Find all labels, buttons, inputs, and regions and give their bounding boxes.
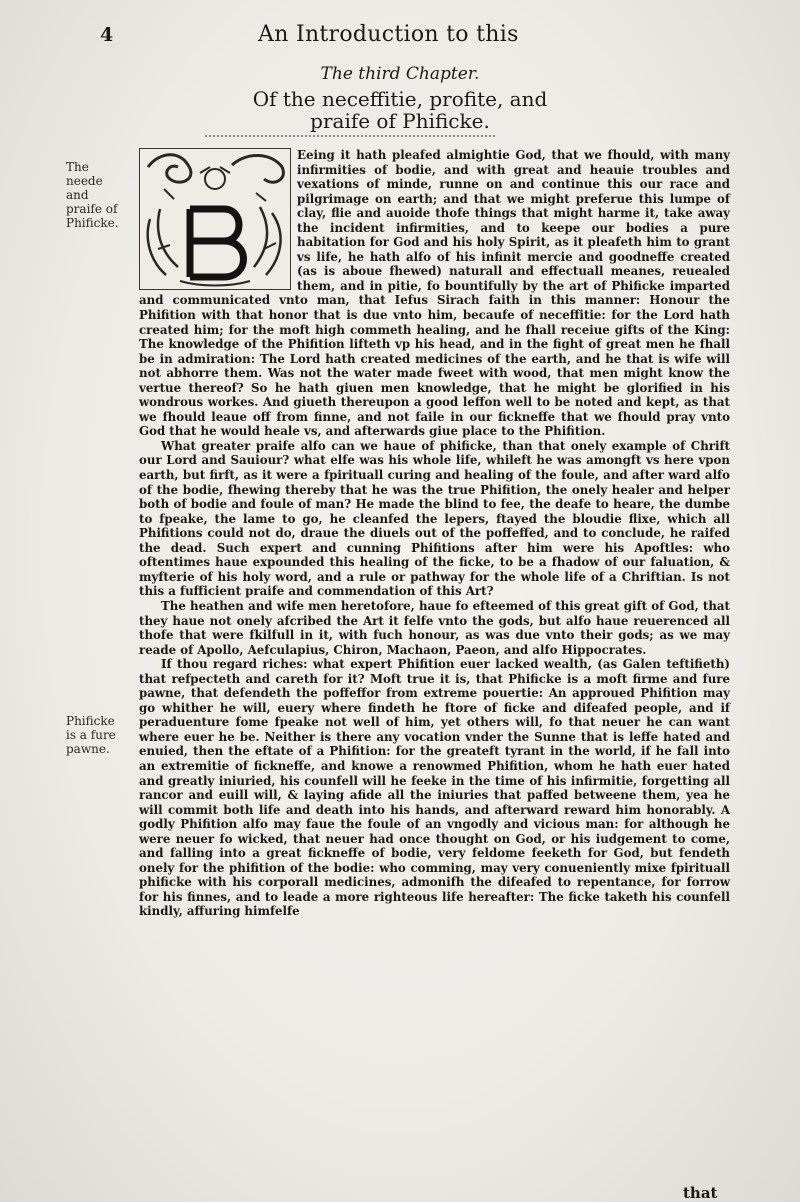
page-number: 4 (100, 24, 114, 46)
paragraph-4: If thou regard riches: what expert Phifition euer lacked wealth, (as Galen teftifieth) that refpecteth and careth for it? Moft true it is, that Phificke is a moft firme and fure pawne, that defendeth the poffeffor from extreme pouertie: An approued Phifition may go whither he will, euery where findeth he ftore of ficke and difeafed people, and if peraduenture fome fpeake not well of him, yet others will, fo that neuer he can want where euer he be. Neither is there any vocation vnder the Sunne that is leffe hated and enuied, then the eftate of a Phifition: for the greateft tyrant in the world, if he fall into an extremitie of fickneffe, and knowe a renowmed Phifition, whom he hath euer hated and greatly iniuried, his counfell will he feeke in the time of his infirmitie, forgetting all rancor and euill will, & laying afide all the iniuries that paffed betweene them, yea he will commit both life and death into his hands, and afterward reward him honorably. A godly Phifition alfo may faue the foule of an vngodly and vicious man: for although he were neuer fo wicked, that neuer had once thought on God, or his iudgement to come, and falling into a great fickneffe of bodie, very feldome feeketh for God, but fendeth onely for the phifition of the bodie: who comming, may very conueniently mixe fpirituall phificke with his corporall medicines, admonifh the difeafed to repentance, for forrow for his finnes, and to leade a more righteous life hereafter: The ficke taketh his counfell kindly, affuring himfelfe (139, 657, 730, 919)
margin-note-neede-and-praife: The neede and praife of Phificke. (66, 160, 119, 230)
catchword: that (683, 1184, 718, 1202)
body-text (139, 148, 730, 919)
paragraph-2: What greater praife alfo can we haue of phificke, than that onely example of Chrift our Lord and Sauiour? what elfe was his whole life, whileft he was amongft vs here vpon earth, but firft, as it were a fpirituall curing and healing of the foule, and after ward alfo of the bodie, fhewing thereby that he was the true Phifition, the onely healer and helper both of bodie and foule of man? He made the blind to fee, the deafe to heare, the dumbe to fpeake, the lame to go, he cleanfed the lepers, ftayed the bloudie flixe, which all Phifitions could not do, draue the diuels out of the poffeffed, and to conclude, he raifed the dead. Such expert and cunning Phifitions after him were his Apoftles: who oftentimes haue expounded this healing of the ficke, to be a fhadow of our faluation, & myfterie of his holy word, and a rule or pathway for the whole life of a Chriftian. Is not this a fufficient praife and commendation of this Art? (139, 438, 730, 599)
decorated-initial-B (139, 148, 291, 290)
woodcut-initial-icon (140, 149, 290, 289)
margin-note-fure-pawne: Phificke is a fure pawne. (66, 714, 116, 756)
dotted-rule (205, 135, 495, 137)
paragraph-3: The heathen and wife men heretofore, haue fo efteemed of this great gift of God, that they haue not onely afcribed the Art it felfe vnto the gods, but alfo haue reuerenced all thofe that were fkilfull in it, with fuch honour, as was due vnto their gods; as we may reade of Apollo, Aefculapius, Chiron, Machaon, Paeon, and alfo Hippocrates. (139, 598, 730, 657)
paragraph-1: Eeing it hath pleafed almightie God, that we fhould, with many infirmities of bodie, and with great and heauie troubles and vexations of minde, runne on and continue this our race and pilgrimage on earth; and that we might preferue this lumpe of clay, flie and auoide thofe things that might harme it, take away the incident infirmities, and to keepe our bodies a pure habitation for God and his holy Spirit, as it pleafeth him to grant vs life, he hath alfo of his infinit mercie and goodneffe created (as is aboue fhewed) naturall and effectuall meanes, reuealed them, and in pitie, fo bountifully by the art of Phificke imparted and communicated vnto man, that Iefus Sirach faith in this manner: Honour the Phifition with that honor that is due vnto him, becaufe of neceffitie: for the Lord hath created him; for the moft high commeth healing, and he fhall receiue gifts of the King: The knowledge of the Phifition lifteth vp his head, and in the fight of great men he fhall be in admiration: The Lord hath created medicines of the earth, and he that is wife will not abhorre them. Was not the water made fweet with wood, that men might know the vertue thereof? So he hath giuen men knowledge, that he might be glorified in his wondrous workes. And giueth thereupon a good leffon well to be noted and kept, as that we fhould leaue off from finne, and not faile in our fickneffe that we fhould pray vnto God that he would heale vs, and afterwards giue place to the Phifition. (139, 148, 730, 439)
chapter-heading: The third Chapter. (320, 64, 480, 84)
page-header (0, 14, 800, 54)
chapter-title: Of the neceffitie, profite, and praife of Phificke. (252, 87, 548, 133)
running-head: An Introduction to this (258, 22, 519, 47)
